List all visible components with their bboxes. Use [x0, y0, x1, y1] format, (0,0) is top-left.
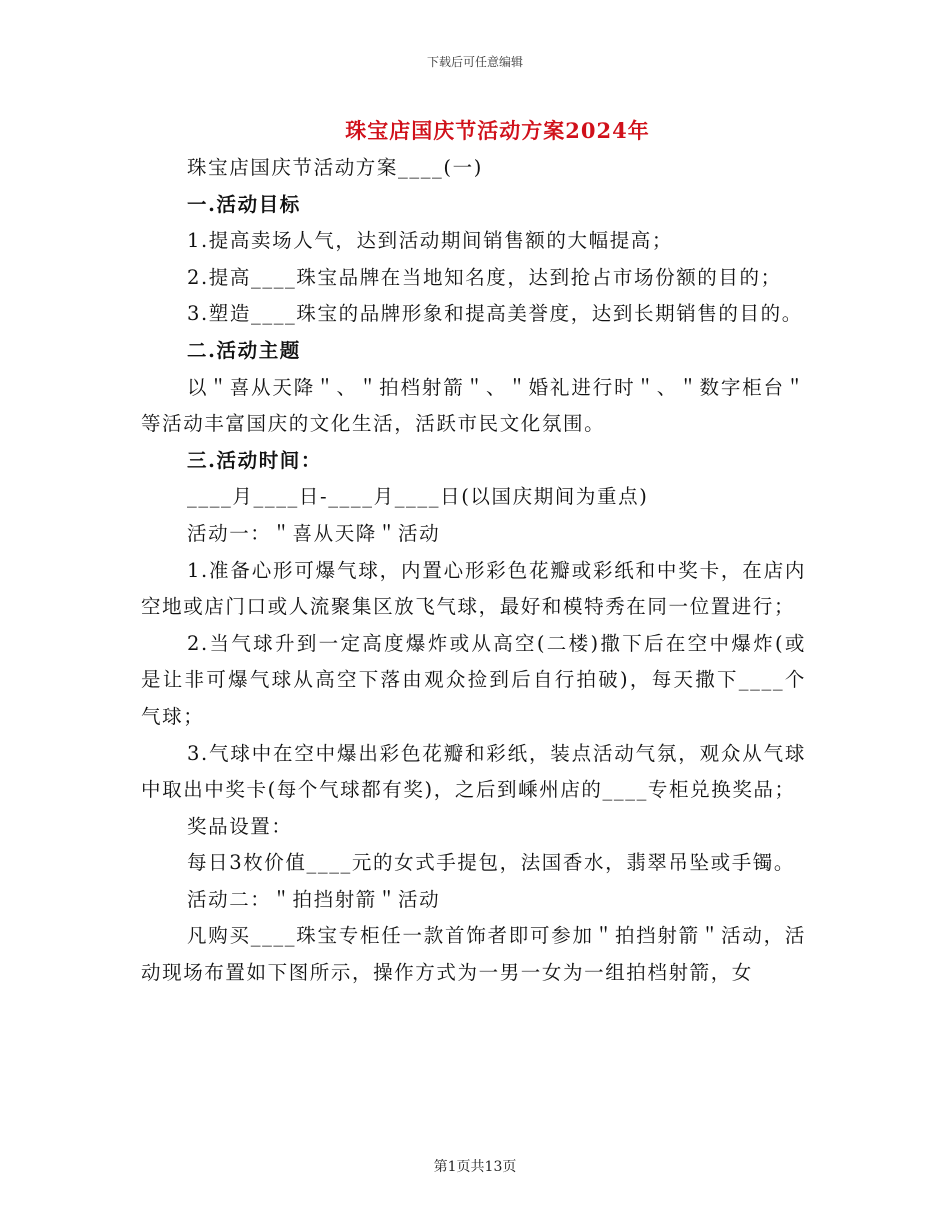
paragraph: 珠宝店国庆节活动方案____(一)	[187, 156, 483, 179]
paragraph: 2.当气球升到一定高度爆炸或从高空(二楼)撒下后在空中爆炸(或是让非可爆气球从高空下落由观众捡到后自行拍破)，每天撒下____个气球；	[141, 631, 806, 728]
paragraph: 3.气球中在空中爆出彩色花瓣和彩纸，装点活动气氛，观众从气球中取出中奖卡(每个气球都有奖)，之后到嵊州店的____专柜兑换奖品；	[141, 741, 806, 802]
paragraph: 每日3枚价值____元的女式手提包，法国香水，翡翠吊坠或手镯。	[187, 851, 796, 875]
section-heading: 二.活动主题	[187, 338, 301, 362]
section-heading: 一.活动目标	[187, 192, 301, 216]
paragraph: 凡购买____珠宝专柜任一款首饰者即可参加＂拍挡射箭＂活动，活动现场布置如下图所示，操作方式为一男一女为一组拍档射箭，女	[141, 924, 806, 985]
paragraph: 3.塑造____珠宝的品牌形象和提高美誉度，达到长期销售的目的。	[187, 302, 803, 326]
page-footer: 第1页共13页	[433, 1159, 517, 1175]
header-note: 下载后可任意编辑	[426, 55, 523, 69]
section-heading: 三.活动时间：	[187, 448, 322, 472]
paragraph: 2.提高____珠宝品牌在当地知名度，达到抢占市场份额的目的；	[187, 265, 782, 289]
paragraph: ____月____日-____月____日(以国庆期间为重点)	[187, 485, 649, 509]
paragraph: 活动一：＂喜从天降＂活动	[187, 521, 441, 545]
paragraph: 活动二：＂拍挡射箭＂活动	[187, 887, 441, 911]
paragraph: 1.提高卖场人气，达到活动期间销售额的大幅提高；	[187, 229, 674, 253]
paragraph: 以＂喜从天降＂、＂拍档射箭＂、＂婚礼进行时＂、＂数字柜台＂等活动丰富国庆的文化生活，活跃市民文化氛围。	[141, 375, 806, 436]
paragraph: 1.准备心形可爆气球，内置心形彩色花瓣或彩纸和中奖卡，在店内空地或店门口或人流聚集区放飞气球，最好和模特秀在同一位置进行；	[141, 558, 806, 619]
paragraph: 奖品设置：	[187, 814, 293, 838]
document-body	[141, 150, 806, 992]
document-title: 珠宝店国庆节活动方案2024年	[345, 118, 650, 143]
